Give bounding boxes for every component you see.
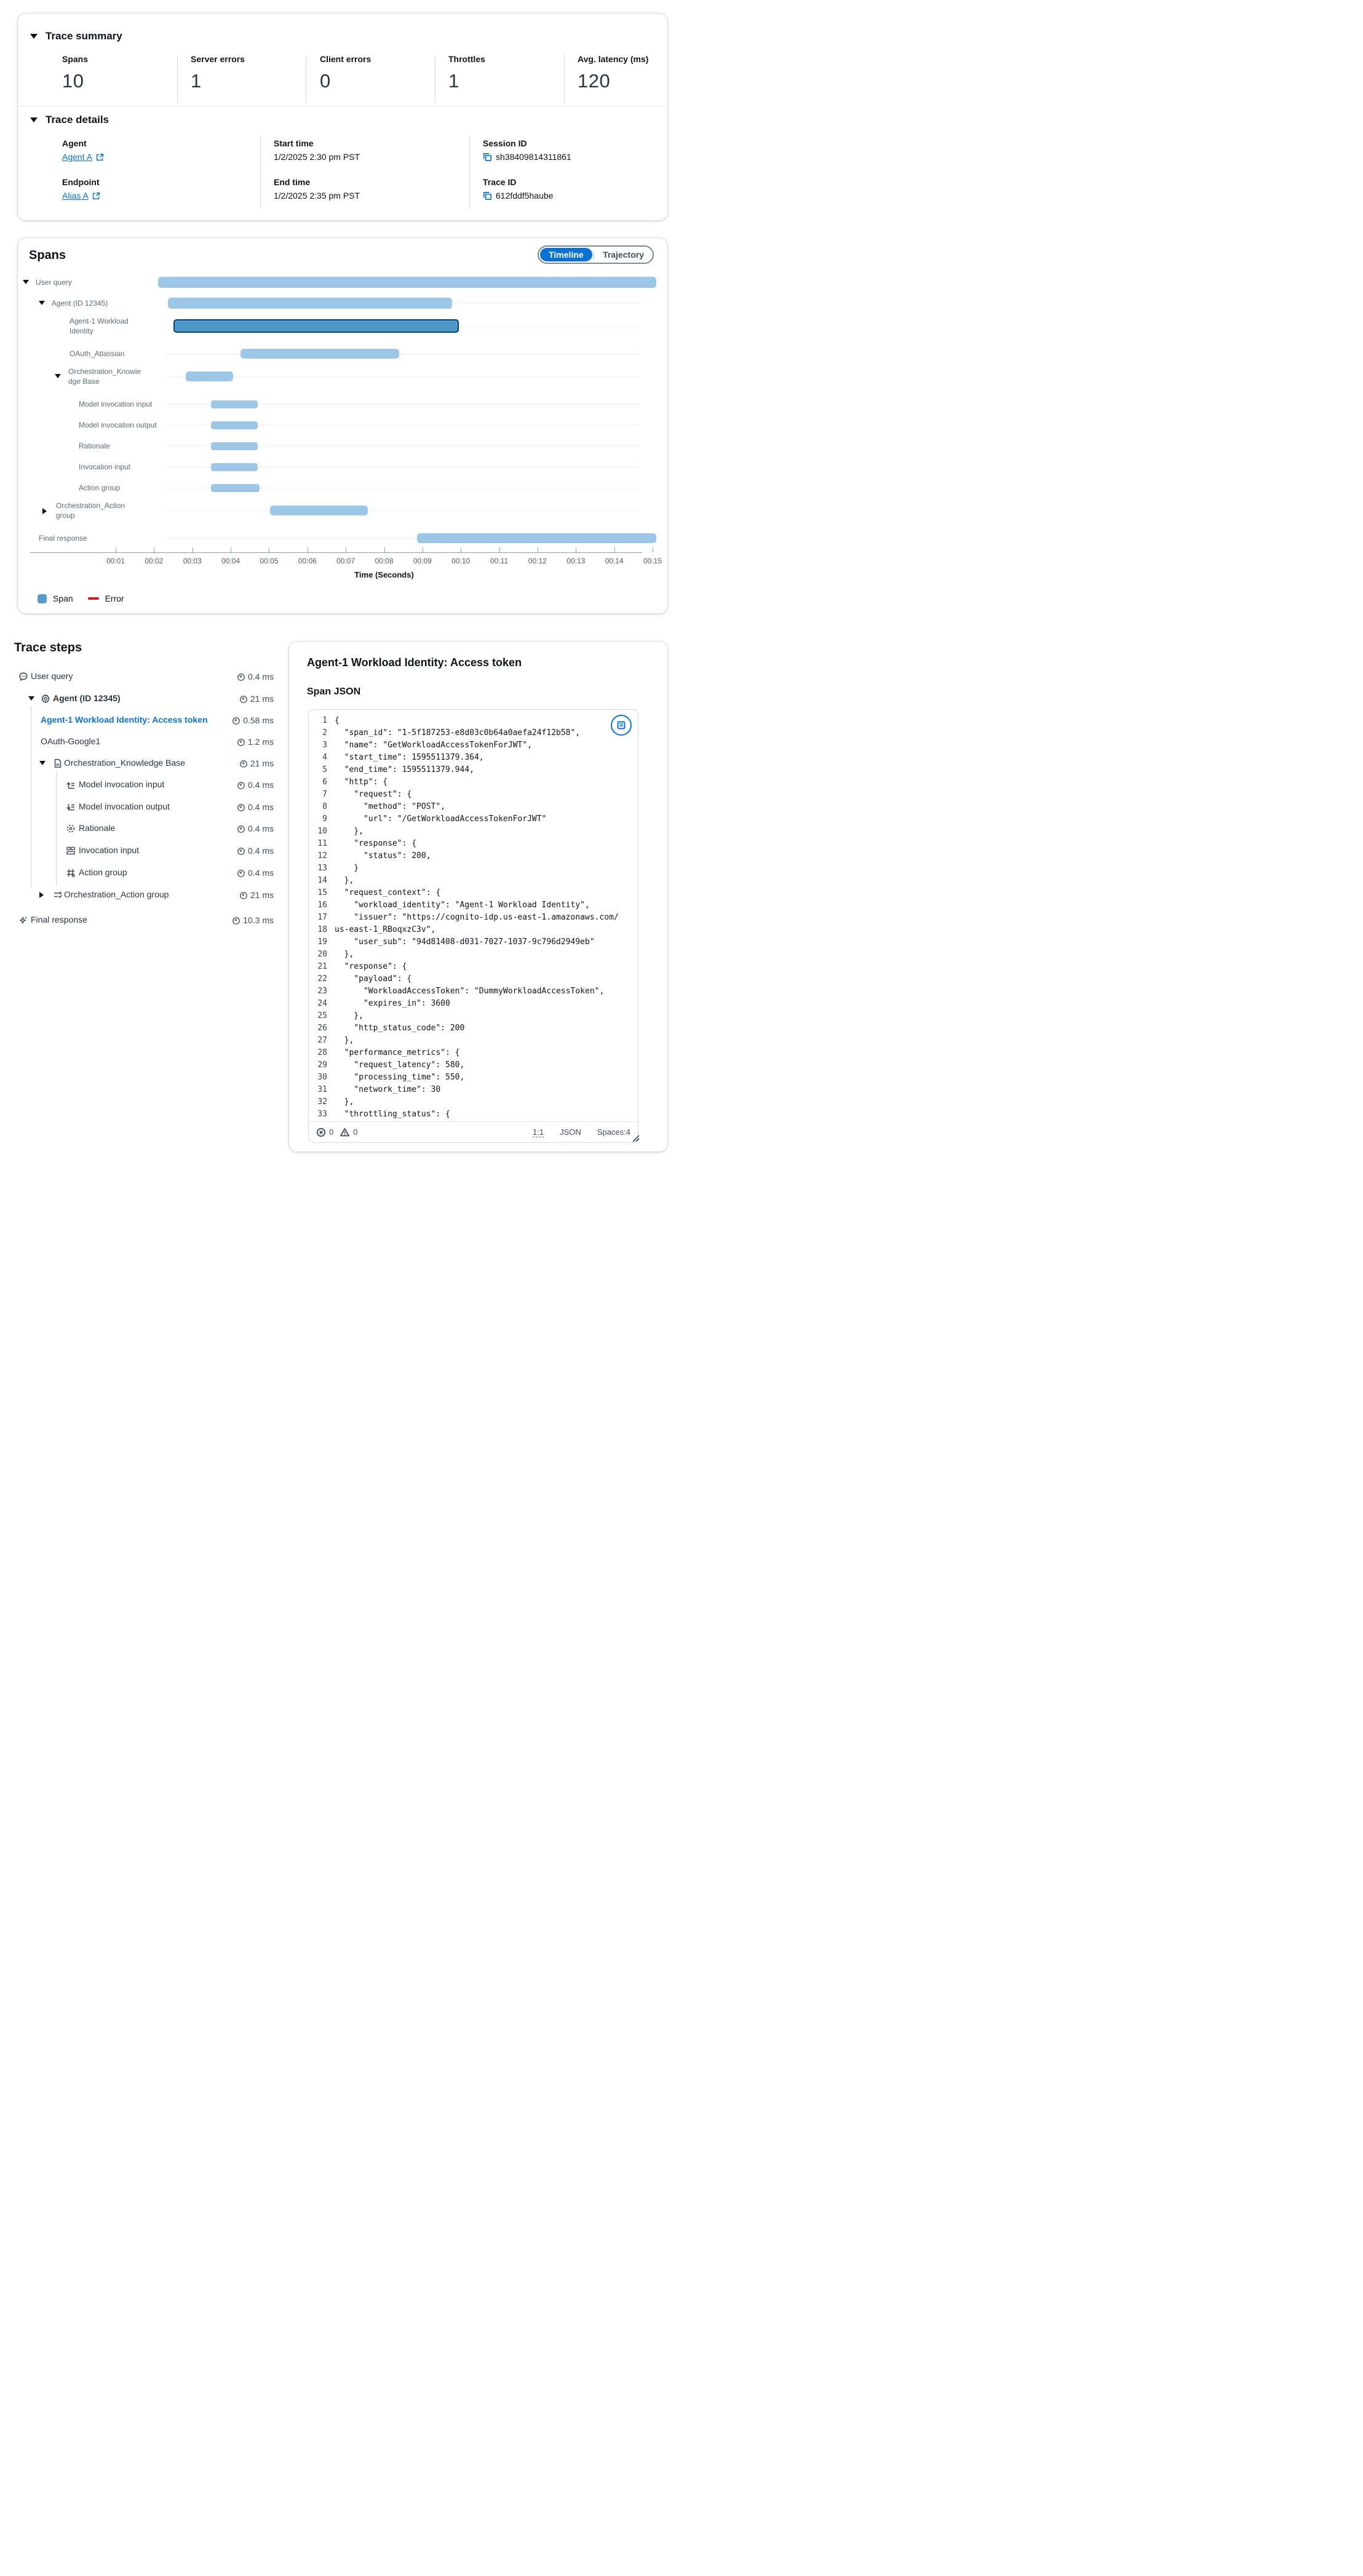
clock-icon bbox=[237, 781, 245, 790]
details-divider bbox=[469, 137, 470, 209]
axis-tick bbox=[499, 547, 500, 552]
step-label: Model invocation input bbox=[79, 779, 165, 789]
line-text: "network_time": 30 bbox=[335, 1085, 441, 1094]
legend-label: Span bbox=[53, 594, 73, 603]
code-line bbox=[312, 1073, 629, 1085]
line-text: "performance_metrics": { bbox=[335, 1048, 460, 1057]
code-line bbox=[312, 1085, 629, 1097]
trace-summary-card bbox=[17, 13, 668, 221]
axis-tick-label: 00:04 bbox=[221, 557, 240, 565]
span-row-label: Invocation input bbox=[79, 463, 131, 471]
span-row-label: Rationale bbox=[79, 442, 110, 450]
step-duration: 21 ms bbox=[239, 694, 274, 704]
detail-field-start-time bbox=[274, 138, 360, 162]
line-number: 8 bbox=[322, 802, 327, 811]
code-line bbox=[312, 1036, 629, 1048]
axis-tick-label: 00:01 bbox=[106, 557, 125, 565]
line-text: }, bbox=[335, 827, 364, 836]
line-number: 22 bbox=[317, 974, 327, 984]
line-text: "throttling_status": { bbox=[335, 1110, 450, 1119]
axis-tick-label: 00:05 bbox=[260, 557, 279, 565]
line-number: 13 bbox=[317, 864, 327, 873]
external-link-icon[interactable] bbox=[96, 153, 104, 161]
clock-icon bbox=[237, 847, 245, 856]
trace-step-user-query[interactable] bbox=[0, 667, 289, 686]
stat-label: Spans bbox=[62, 54, 89, 64]
trace-step-invocation-input[interactable] bbox=[0, 841, 289, 860]
action-group-icon bbox=[66, 868, 76, 878]
field-text: 1/2/2025 2:35 pm PST bbox=[274, 191, 360, 201]
stat-label: Throttles bbox=[448, 54, 485, 64]
span-bar-action-group[interactable] bbox=[211, 484, 260, 492]
expand-triangle-icon[interactable] bbox=[39, 892, 44, 898]
span-json-label: Span JSON bbox=[307, 686, 361, 697]
line-number: 2 bbox=[322, 728, 327, 737]
code-line bbox=[312, 728, 629, 741]
line-text: { bbox=[335, 716, 340, 725]
stat-value: 0 bbox=[320, 70, 331, 92]
span-row-label: Action group bbox=[79, 483, 121, 492]
span-bar-model-invocation-input[interactable] bbox=[211, 400, 258, 408]
warning-icon bbox=[340, 1127, 350, 1137]
line-text: "expires_in": 3600 bbox=[335, 999, 450, 1008]
line-number: 32 bbox=[317, 1097, 327, 1107]
copy-icon-button[interactable] bbox=[483, 153, 492, 162]
summary-stat-throttles bbox=[448, 54, 485, 92]
summary-stat-server-errors bbox=[191, 54, 245, 92]
code-line bbox=[312, 962, 629, 974]
spans-card bbox=[17, 237, 668, 614]
field-label: Trace ID bbox=[483, 177, 517, 187]
axis-tick-label: 00:07 bbox=[336, 557, 356, 565]
trace-step-orchestration-knowledge-base[interactable] bbox=[0, 754, 289, 773]
line-number: 6 bbox=[322, 777, 327, 787]
code-line bbox=[312, 777, 629, 790]
clock-icon bbox=[239, 760, 248, 768]
trace-step-agent-id-12345-[interactable] bbox=[0, 690, 289, 708]
axis-tick-label: 00:03 bbox=[183, 557, 202, 565]
line-text: "issuer": "https://cognito-idp.us-east-1.amazonaws.com/ bbox=[335, 913, 619, 922]
field-value bbox=[483, 152, 571, 162]
step-label: User query bbox=[31, 671, 73, 681]
span-detail-title: Agent-1 Workload Identity: Access token bbox=[307, 656, 522, 669]
line-text: "http_status_code": 200 bbox=[335, 1024, 465, 1033]
code-line bbox=[312, 950, 629, 962]
code-line bbox=[312, 802, 629, 814]
code-line bbox=[312, 937, 629, 950]
line-text: us-east-1_RBoqxzC3v", bbox=[335, 925, 436, 934]
line-number: 31 bbox=[317, 1085, 327, 1094]
summary-stat-spans bbox=[62, 54, 88, 92]
span-bar-model-invocation-output[interactable] bbox=[211, 421, 258, 429]
editor-status-bar bbox=[309, 1121, 638, 1142]
stat-value: 1 bbox=[191, 70, 202, 92]
line-number: 3 bbox=[322, 741, 327, 750]
line-text: "request_latency": 580, bbox=[335, 1060, 465, 1070]
line-text: "workload_identity": "Agent-1 Workload Identity", bbox=[335, 900, 590, 910]
collapse-triangle-icon[interactable] bbox=[55, 374, 61, 378]
axis-tick-label: 00:10 bbox=[451, 557, 471, 565]
span-row-label: Orchestration_Action group bbox=[56, 501, 125, 520]
step-duration: 0.4 ms bbox=[237, 802, 274, 812]
toggle-trajectory-button[interactable]: Trajectory bbox=[603, 250, 644, 260]
step-duration: 21 ms bbox=[239, 890, 274, 900]
line-number: 19 bbox=[317, 937, 327, 947]
indent-setting: Spaces:4 bbox=[597, 1127, 630, 1137]
step-duration: 21 ms bbox=[239, 758, 274, 768]
legend-label: Error bbox=[105, 594, 124, 603]
line-text: "payload": { bbox=[335, 974, 412, 984]
row-gridline bbox=[165, 376, 639, 377]
span-bar-user-query[interactable] bbox=[158, 277, 656, 288]
line-text: "span_id": "1-5f187253-e8d03c0b64a0aefa24f12b58", bbox=[335, 728, 581, 737]
field-label: Start time bbox=[274, 138, 314, 148]
field-label: End time bbox=[274, 177, 311, 187]
line-text: "user_sub": "94d81408-d031-7027-1037-9c796d2949eb" bbox=[335, 937, 595, 947]
code-line bbox=[312, 864, 629, 876]
line-number: 29 bbox=[317, 1060, 327, 1070]
span-bar-final-response[interactable] bbox=[417, 533, 656, 543]
workflow-icon bbox=[53, 890, 63, 900]
error-count: 0 bbox=[316, 1127, 333, 1137]
stat-label: Server errors bbox=[191, 54, 245, 64]
field-text: 612fddf5haube bbox=[496, 191, 554, 201]
line-text: "status": 200, bbox=[335, 851, 431, 861]
line-text: "processing_time": 550, bbox=[335, 1073, 465, 1082]
detail-field-session-id bbox=[483, 138, 571, 162]
trace-step-oauth-google1[interactable] bbox=[0, 733, 289, 751]
span-row-label: Model invocation output bbox=[79, 421, 157, 429]
field-link[interactable]: Alias A bbox=[62, 191, 89, 201]
copy-icon bbox=[616, 720, 626, 730]
step-label: Orchestration_Knowledge Base bbox=[64, 758, 185, 768]
field-text: 1/2/2025 2:30 pm PST bbox=[274, 152, 360, 162]
step-label: OAuth-Google1 bbox=[41, 736, 101, 746]
trace-summary-title: Trace summary bbox=[46, 30, 122, 42]
line-text: "http": { bbox=[335, 777, 388, 787]
code-line bbox=[312, 999, 629, 1011]
details-divider bbox=[260, 137, 261, 209]
clock-icon bbox=[237, 803, 245, 812]
code-line bbox=[312, 716, 629, 728]
span-row-label: Model invocation input bbox=[79, 400, 153, 408]
step-duration: 1.2 ms bbox=[237, 737, 274, 747]
detail-field-agent bbox=[62, 138, 104, 162]
spans-title: Spans bbox=[29, 248, 66, 262]
axis-tick-label: 00:11 bbox=[490, 557, 509, 565]
collapse-triangle-icon[interactable] bbox=[39, 301, 45, 305]
axis-tick-label: 00:12 bbox=[528, 557, 547, 565]
code-line bbox=[312, 839, 629, 851]
document-chart-icon bbox=[53, 758, 63, 768]
detail-field-trace-id bbox=[483, 177, 553, 201]
axis-tick bbox=[384, 547, 385, 552]
code-line bbox=[312, 1024, 629, 1036]
span-bar-agent-id-12345-[interactable] bbox=[168, 298, 452, 309]
detail-field-endpoint bbox=[62, 177, 100, 201]
resize-handle-icon[interactable] bbox=[631, 1134, 640, 1142]
line-number: 25 bbox=[317, 1011, 327, 1020]
line-text: "response": { bbox=[335, 839, 417, 848]
code-line bbox=[312, 1060, 629, 1073]
collapse-triangle-icon[interactable] bbox=[39, 761, 46, 765]
step-duration: 0.4 ms bbox=[237, 824, 274, 833]
external-link-icon[interactable] bbox=[92, 192, 100, 200]
clock-icon bbox=[237, 825, 245, 833]
trace-details-title: Trace details bbox=[46, 114, 109, 125]
collapse-triangle-icon bbox=[30, 117, 38, 122]
clock-icon bbox=[237, 869, 245, 878]
chat-icon bbox=[18, 672, 28, 682]
trace-steps-title: Trace steps bbox=[14, 641, 82, 654]
field-label: Endpoint bbox=[62, 177, 100, 187]
legend-span-swatch bbox=[38, 594, 47, 603]
axis-tick-label: 00:15 bbox=[643, 557, 662, 565]
collapse-triangle-icon bbox=[30, 34, 38, 39]
language-mode: JSON bbox=[560, 1127, 581, 1137]
code-line bbox=[312, 987, 629, 999]
line-number: 7 bbox=[322, 790, 327, 799]
span-json-editor bbox=[308, 709, 638, 1143]
span-bar-invocation-input[interactable] bbox=[211, 463, 258, 471]
stat-divider bbox=[564, 55, 565, 103]
trace-details-header[interactable] bbox=[30, 114, 109, 126]
expand-triangle-icon[interactable] bbox=[42, 508, 47, 514]
time-axis bbox=[30, 552, 642, 553]
span-row-label: Final response bbox=[39, 534, 87, 543]
line-text: "end_time": 1595511379.944, bbox=[335, 765, 474, 774]
line-text: "name": "GetWorkloadAccessTokenForJWT", bbox=[335, 741, 532, 750]
line-number: 9 bbox=[322, 814, 327, 824]
clock-icon bbox=[239, 695, 248, 704]
stat-value: 1 bbox=[448, 70, 459, 92]
axis-tick-label: 00:14 bbox=[605, 557, 624, 565]
step-duration: 0.4 ms bbox=[237, 780, 274, 790]
line-text: "start_time": 1595511379.364, bbox=[335, 753, 484, 762]
axis-tick-label: 00:06 bbox=[298, 557, 317, 565]
code-line bbox=[312, 814, 629, 827]
collapse-triangle-icon[interactable] bbox=[28, 696, 34, 701]
error-icon bbox=[316, 1127, 326, 1137]
cursor-position[interactable]: 1:1 bbox=[533, 1127, 544, 1137]
line-number: 30 bbox=[317, 1073, 327, 1082]
step-label: Final response bbox=[31, 915, 87, 924]
axis-tick bbox=[614, 547, 615, 552]
line-number: 15 bbox=[317, 888, 327, 897]
span-row-label: Agent-1 Workload Identity bbox=[70, 317, 129, 335]
code-line bbox=[312, 753, 629, 765]
code-line bbox=[312, 1097, 629, 1110]
step-duration: 0.4 ms bbox=[237, 868, 274, 878]
collapse-triangle-icon[interactable] bbox=[23, 280, 29, 284]
line-number: 21 bbox=[317, 962, 327, 971]
line-number: 10 bbox=[317, 827, 327, 836]
code-line bbox=[312, 925, 629, 937]
code-line bbox=[312, 851, 629, 864]
span-row-label: User query bbox=[36, 278, 72, 287]
line-number: 18 bbox=[317, 925, 327, 934]
clock-icon bbox=[237, 738, 245, 747]
trace-step-model-invocation-input[interactable] bbox=[0, 776, 289, 794]
step-label: Agent (ID 12345) bbox=[53, 693, 121, 703]
trace-step-orchestration-action-group[interactable] bbox=[0, 886, 289, 904]
field-link[interactable]: Agent A bbox=[62, 152, 93, 162]
copy-icon-button[interactable] bbox=[483, 191, 492, 201]
code-line bbox=[312, 790, 629, 802]
span-detail-card bbox=[288, 641, 668, 1152]
code-line bbox=[312, 876, 629, 888]
line-text: "url": "/GetWorkloadAccessTokenForJWT" bbox=[335, 814, 547, 824]
step-label: Action group bbox=[79, 867, 127, 877]
rationale-icon bbox=[66, 824, 76, 833]
gear-icon bbox=[41, 694, 50, 704]
line-text: }, bbox=[335, 950, 354, 959]
trace-step-rationale[interactable] bbox=[0, 819, 289, 838]
step-duration: 0.4 ms bbox=[237, 672, 274, 682]
step-label: Orchestration_Action group bbox=[64, 889, 169, 899]
model-output-icon bbox=[66, 802, 76, 812]
span-bar-agent-1-workload-identity[interactable] bbox=[173, 319, 459, 333]
line-number: 17 bbox=[317, 913, 327, 922]
trace-step-model-invocation-output[interactable] bbox=[0, 798, 289, 816]
line-text: } bbox=[335, 864, 359, 873]
clock-icon bbox=[237, 673, 245, 682]
span-row-label: Orchestration_Knowle dge Base bbox=[68, 367, 141, 386]
line-number: 11 bbox=[317, 839, 327, 848]
line-number: 27 bbox=[317, 1036, 327, 1045]
code-line bbox=[312, 974, 629, 987]
stat-value: 10 bbox=[62, 70, 84, 92]
span-bar-oauth-atlassian[interactable] bbox=[240, 349, 399, 359]
toggle-separator: | bbox=[592, 250, 595, 260]
line-number: 1 bbox=[322, 716, 327, 725]
line-text: "request_context": { bbox=[335, 888, 441, 897]
code-line bbox=[312, 888, 629, 900]
invocation-icon bbox=[66, 846, 76, 856]
code-line bbox=[312, 741, 629, 753]
field-label: Session ID bbox=[483, 138, 527, 148]
field-value bbox=[274, 191, 360, 201]
step-duration: 10.3 ms bbox=[232, 915, 274, 925]
line-number: 33 bbox=[317, 1110, 327, 1119]
trace-step-final-response[interactable] bbox=[0, 911, 289, 929]
axis-tick-label: 00:02 bbox=[145, 557, 164, 565]
step-duration: 0.4 ms bbox=[237, 846, 274, 856]
field-value bbox=[62, 191, 100, 201]
code-line bbox=[312, 1048, 629, 1060]
field-text: sh38409814311861 bbox=[496, 152, 571, 162]
field-value bbox=[62, 152, 104, 162]
span-bar-orchestration-knowle-dge-base[interactable] bbox=[186, 372, 233, 381]
editor-copy-button[interactable] bbox=[611, 715, 632, 736]
span-bar-rationale[interactable] bbox=[211, 442, 258, 450]
clock-icon bbox=[239, 891, 248, 900]
step-duration: 0.58 ms bbox=[232, 715, 274, 725]
line-text: "method": "POST", bbox=[335, 802, 446, 811]
line-text: }, bbox=[335, 876, 354, 885]
summary-stat-avg-latency-ms- bbox=[578, 54, 648, 92]
line-number: 4 bbox=[322, 753, 327, 762]
line-number: 28 bbox=[317, 1048, 327, 1057]
line-number: 16 bbox=[317, 900, 327, 910]
span-bar-orchestration-action-group[interactable] bbox=[270, 506, 368, 515]
model-input-icon bbox=[66, 780, 76, 790]
line-number: 12 bbox=[317, 851, 327, 861]
line-number: 26 bbox=[317, 1024, 327, 1033]
code-line bbox=[312, 1011, 629, 1024]
detail-field-end-time bbox=[274, 177, 360, 201]
stat-label: Avg. latency (ms) bbox=[578, 54, 649, 64]
step-label: Rationale bbox=[79, 823, 116, 833]
axis-title: Time (Seconds) bbox=[354, 570, 414, 579]
field-label: Agent bbox=[62, 138, 87, 148]
stat-value: 120 bbox=[578, 70, 611, 92]
span-row-label: OAuth_Atlassian bbox=[70, 349, 125, 358]
step-label: Model invocation output bbox=[79, 801, 170, 811]
toggle-timeline-button[interactable]: Timeline bbox=[540, 248, 592, 261]
span-row-label: Agent (ID 12345) bbox=[52, 299, 108, 308]
step-label: Agent-1 Workload Identity: Access token bbox=[41, 715, 208, 725]
clock-icon bbox=[232, 916, 240, 925]
code-line bbox=[312, 913, 629, 925]
stat-label: Client errors bbox=[320, 54, 372, 64]
axis-tick-label: 00:13 bbox=[566, 557, 586, 565]
stat-divider bbox=[177, 55, 178, 103]
line-number: 5 bbox=[322, 765, 327, 774]
code-line bbox=[312, 900, 629, 913]
trace-step-action-group[interactable] bbox=[0, 864, 289, 882]
line-number: 24 bbox=[317, 999, 327, 1008]
step-label: Invocation input bbox=[79, 845, 140, 855]
line-text: }, bbox=[335, 1036, 354, 1045]
chart-legend bbox=[38, 594, 133, 603]
trace-step-agent-1-workload-identity-access-token[interactable] bbox=[0, 711, 289, 729]
field-value bbox=[483, 191, 553, 201]
axis-tick-label: 00:09 bbox=[413, 557, 432, 565]
code-line bbox=[312, 827, 629, 839]
line-text: "request": { bbox=[335, 790, 412, 799]
trace-page bbox=[0, 0, 682, 1288]
line-number: 23 bbox=[317, 987, 327, 996]
code-line bbox=[312, 765, 629, 777]
code-line bbox=[312, 1110, 629, 1122]
legend-error-swatch bbox=[88, 597, 99, 600]
line-number: 14 bbox=[317, 876, 327, 885]
code-area[interactable] bbox=[309, 711, 630, 1122]
trace-summary-header[interactable] bbox=[30, 30, 122, 42]
field-value bbox=[274, 152, 360, 162]
line-text: "WorkloadAccessToken": "DummyWorkloadAccessToken", bbox=[335, 987, 605, 996]
line-text: }, bbox=[335, 1011, 364, 1020]
axis-tick-label: 00:08 bbox=[375, 557, 394, 565]
clock-icon bbox=[232, 717, 240, 725]
warning-count: 0 bbox=[340, 1127, 357, 1137]
sparkle-icon bbox=[18, 915, 28, 925]
line-number: 20 bbox=[317, 950, 327, 959]
line-text: "response": { bbox=[335, 962, 407, 971]
line-text: }, bbox=[335, 1097, 354, 1107]
summary-stat-client-errors bbox=[320, 54, 371, 92]
